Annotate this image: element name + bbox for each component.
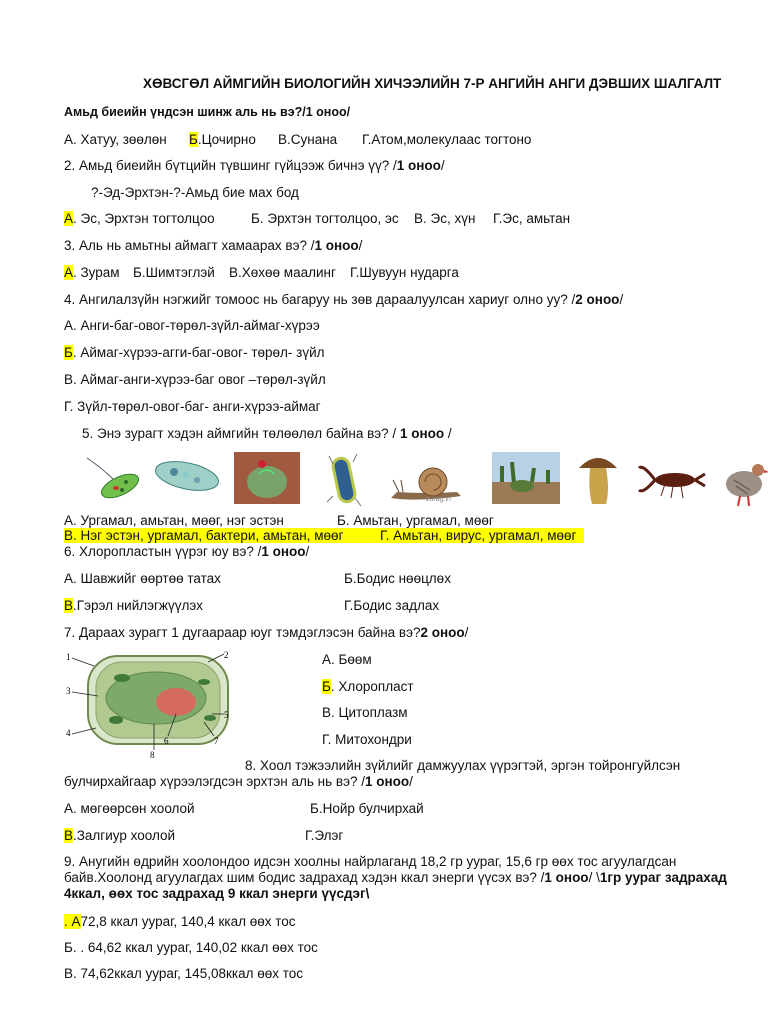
cell-label-8: 8 — [150, 750, 155, 760]
desert-plants-image — [492, 452, 560, 504]
answer-highlight: Б — [64, 345, 73, 360]
bacterium-image — [319, 452, 369, 510]
answer-highlight: Б — [189, 132, 198, 147]
q4-option-c: В. Аймаг-анги-хүрээ-баг овог –төрөл-зүйл — [64, 372, 326, 387]
q1-option-d: Г.Атом,молекулаас тогтоно — [362, 132, 532, 147]
organism-image-strip — [82, 450, 768, 512]
partridge-image — [722, 456, 768, 508]
question-4: 4. Ангилалзүйн нэгжийг томоос нь багаруу нь зөв дараалуулсан хариуг олно уу? /2 оноо/ — [64, 292, 624, 307]
cell-label-4: 4 — [66, 728, 71, 738]
cell-label-5: 5 — [224, 710, 229, 720]
q3-option-c: В.Хөхөө маалинг — [229, 265, 336, 280]
q5-option-d: Г. Амьтан, вирус, ургамал, мөөг — [380, 528, 577, 543]
question-8-line-2: булчирхайгаар хүрээлэгдсэн эрхтэн аль нь вэ? /1 оноо/ — [64, 774, 413, 789]
q1-option-a: А. Хатуу, зөөлөн — [64, 132, 167, 147]
question-2: 2. Амьд биеийн бүтцийн түвшинг гүйцээж бичнэ үү? /1 оноо/ — [64, 158, 445, 173]
q2-option-b: Б. Эрхтэн тогтолцоо, эс — [251, 211, 399, 226]
cell-label-6: 6 — [164, 736, 169, 746]
mushroom-image — [576, 450, 620, 508]
page-title: ХӨВСГӨЛ АЙМГИЙН БИОЛОГИЙН ХИЧЭЭЛИЙН 7-Р АНГИЙН АНГИ ДЭВШИХ ШАЛГАЛТ — [143, 76, 722, 91]
question-8-line-1: 8. Хоол тэжээлийн зүйлийг дамжуулах үүрэгтэй, эргэн тойронгуйлсэн — [245, 758, 681, 773]
q9-option-b: Б. . 64,62 ккал уураг, 140,02 ккал өөх тос — [64, 940, 318, 955]
cell-label-2: 2 — [224, 650, 229, 660]
plant-image — [234, 452, 300, 504]
image-watermark: zurag.in — [426, 496, 451, 503]
q5-option-c: В. Нэг эстэн, ургамал, бактери, амьтан, мөөг — [64, 528, 344, 543]
q7-option-b: Б. Хлоропласт — [322, 679, 414, 694]
cell-label-7: 7 — [214, 736, 219, 746]
q6-option-d: Г.Бодис задлах — [344, 598, 440, 613]
q4-option-b: Б. Аймаг-хүрээ-агги-баг-овог- төрөл- зүйл — [64, 345, 325, 360]
q1-option-b: Б.Цочирно — [189, 132, 256, 147]
q6-option-c: В.Гэрэл нийлэгжүүлэх — [64, 598, 203, 613]
question-9-line-3: 4ккал, өөх тос задрахад 9 ккал энерги үүсдэг\ — [64, 886, 370, 901]
answer-highlight: А — [64, 265, 74, 280]
answer-highlight: А — [64, 211, 74, 226]
q1-option-c: В.Сунана — [278, 132, 338, 147]
q3-option-b: Б.Шимтэглэй — [133, 265, 215, 280]
q8-option-d: Г.Элэг — [305, 828, 344, 843]
question-1: Амьд биеийн үндсэн шинж аль нь вэ?/1 оноо/ — [64, 105, 351, 119]
q2-option-c: В. Эс, хүн — [414, 211, 476, 226]
q9-option-a: . А72,8 ккал уураг, 140,4 ккал өөх тос — [64, 914, 296, 929]
q2-chain: ?-Эд-Эрхтэн-?-Амьд бие мах бод — [91, 185, 299, 200]
answer-highlight: . А — [64, 914, 81, 929]
q8-option-a: А. мөгөөрсөн хоолой — [64, 801, 195, 816]
paramecium-image — [152, 454, 222, 500]
q3-option-d: Г.Шувуун нударга — [350, 265, 459, 280]
euglena-image — [82, 450, 144, 508]
lobster-image — [637, 454, 707, 506]
question-9-line-1: 9. Анугийн өдрийн хоолондоо идсэн хоолны найрлаганд 18,2 гр уураг, 15,6 гр өөх тос агуулагдсан — [64, 854, 677, 869]
q3-option-a: А. Зурам — [64, 265, 120, 280]
q5-answer-line — [64, 528, 584, 543]
q5-option-a: А. Ургамал, амьтан, мөөг, нэг эстэн — [64, 513, 284, 528]
q7-option-c: В. Цитоплазм — [322, 705, 408, 720]
answer-highlight: В — [64, 828, 74, 843]
q8-option-b: Б.Нойр булчирхай — [310, 801, 424, 816]
q7-option-a: А. Бөөм — [322, 652, 372, 667]
q6-option-a: А. Шавжийг өөртөө татах — [64, 571, 221, 586]
q2-option-a: А. Эс, Эрхтэн тогтолцоо — [64, 211, 215, 226]
answer-highlight: В — [64, 598, 74, 613]
cell-label-1: 1 — [66, 652, 71, 662]
cell-label-3: 3 — [66, 686, 71, 696]
question-3: 3. Аль нь амьтны аймагт хамаарах вэ? /1 оноо/ — [64, 238, 363, 253]
q7-option-d: Г. Митохондри — [322, 732, 412, 747]
q2-option-d: Г.Эс, амьтан — [493, 211, 571, 226]
q4-option-d: Г. Зүйл-төрөл-овог-баг- анги-хүрээ-аймаг — [64, 399, 321, 414]
question-7: 7. Дараах зурагт 1 дугаараар юуг тэмдэглэсэн байна вэ?2 оноо/ — [64, 625, 469, 640]
q4-option-a: А. Анги-баг-овог-төрөл-зүйл-аймаг-хүрээ — [64, 318, 320, 333]
q6-option-b: Б.Бодис нөөцлөх — [344, 571, 451, 586]
answer-highlight: Б — [322, 679, 331, 694]
question-5: 5. Энэ зурагт хэдэн аймгийн төлөөлөл байна вэ? / 1 оноо / — [82, 426, 452, 441]
question-6: 6. Хлоропластын үүрэг юу вэ? /1 оноо/ — [64, 544, 310, 559]
plant-cell-diagram — [64, 648, 240, 760]
q9-option-c: В. 74,62ккал уураг, 145,08ккал өөх тос — [64, 966, 304, 981]
q8-option-c: В.Залгиур хоолой — [64, 828, 176, 843]
question-9-line-2: байв.Хоолонд агуулагдах шим бодис задрахад хэдэн ккал энерги үүсэх вэ? /1 оноо/ \1гр уураг задрахад — [64, 870, 727, 885]
q5-option-b: Б. Амьтан, ургамал, мөөг — [337, 513, 494, 528]
